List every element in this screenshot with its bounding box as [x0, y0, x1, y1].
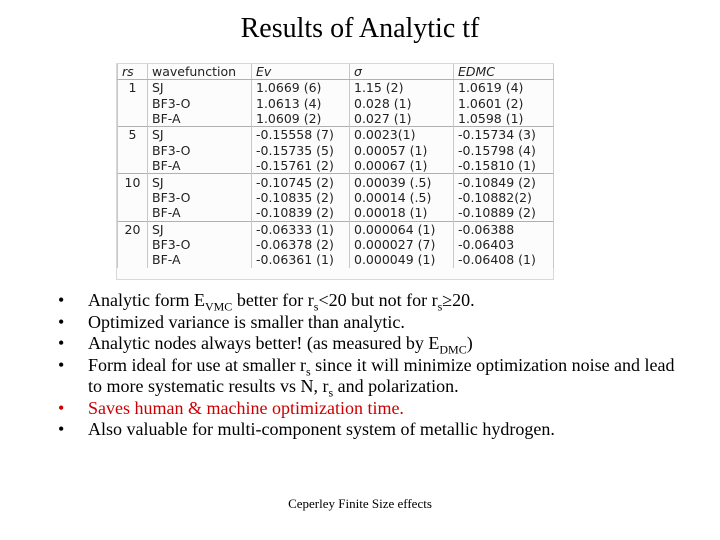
bullet-dot-icon: • [58, 419, 65, 439]
table-cell: -0.10839 (2) [252, 205, 350, 221]
bullet-item [58, 290, 678, 312]
subscript-text: s [437, 299, 443, 314]
table-cell: BF-A [148, 252, 252, 267]
table-row [118, 80, 554, 96]
table-cell: -0.15798 (4) [454, 143, 554, 158]
table-cell: -0.06388 [454, 221, 554, 237]
table-row [118, 205, 554, 221]
table-cell: -0.10745 (2) [252, 174, 350, 190]
header-wavefunction: wavefunction [148, 64, 252, 80]
table-row [118, 127, 554, 143]
bullet-text: Also valuable for multi-component system of metallic hydrogen. [88, 419, 555, 439]
bullet-dot-icon: • [58, 290, 65, 310]
table-cell: 0.000049 (1) [350, 252, 454, 267]
bullet-text: Optimized variance is smaller than analytic. [88, 311, 405, 332]
table-cell: BF3-O [148, 237, 252, 252]
rs-cell [118, 111, 148, 127]
bullet-text: ≥20. [442, 290, 475, 310]
table-row [118, 190, 554, 205]
table-cell: -0.10889 (2) [454, 205, 554, 221]
bullet-text: better for r [232, 290, 314, 310]
subscript-text: s [328, 385, 334, 400]
bullet-dot-icon: • [58, 311, 65, 332]
table-cell: 0.00014 (.5) [350, 190, 454, 205]
subscript-text: VMC [204, 299, 233, 314]
rs-cell [118, 252, 148, 267]
bullet-text: since it will minimize optimization noise and lead to more systematic results vs N, r [88, 354, 675, 396]
header-edmc: EDMC [454, 64, 554, 80]
table-cell: SJ [148, 221, 252, 237]
table-cell: BF-A [148, 111, 252, 127]
table-cell: -0.15761 (2) [252, 158, 350, 174]
bullet-text: Form ideal for use at smaller r [88, 354, 306, 375]
table-cell: -0.15558 (7) [252, 127, 350, 143]
bullet-item [58, 398, 678, 420]
bullet-text: Analytic nodes always better! (as measured by E [88, 333, 440, 353]
table-header-row [118, 64, 554, 80]
table-cell: 1.15 (2) [350, 80, 454, 96]
table-cell: -0.10835 (2) [252, 190, 350, 205]
rs-cell [118, 205, 148, 221]
table-cell: 0.027 (1) [350, 111, 454, 127]
table-cell: 0.0023(1) [350, 127, 454, 143]
rs-cell [118, 143, 148, 158]
bullet-dot-icon: • [58, 397, 65, 418]
table-cell: 0.028 (1) [350, 95, 454, 110]
rs-cell [118, 95, 148, 110]
table-cell: -0.15810 (1) [454, 158, 554, 174]
table-cell: SJ [148, 80, 252, 96]
results-table [117, 64, 554, 268]
table-body [118, 80, 554, 268]
rs-cell [118, 237, 148, 252]
bullet-text: Saves human & machine optimization time. [88, 397, 404, 418]
table-row [118, 252, 554, 267]
table-cell: BF-A [148, 158, 252, 174]
table-cell: -0.10849 (2) [454, 174, 554, 190]
table-cell: -0.06378 (2) [252, 237, 350, 252]
table-row [118, 221, 554, 237]
table-cell: -0.06361 (1) [252, 252, 350, 267]
rs-cell [118, 190, 148, 205]
table-row [118, 237, 554, 252]
table-cell: -0.06408 (1) [454, 252, 554, 267]
table-cell: 1.0609 (2) [252, 111, 350, 127]
bullet-item [58, 333, 678, 355]
table-cell: -0.06333 (1) [252, 221, 350, 237]
table-cell: BF3-O [148, 95, 252, 110]
table-cell: -0.06403 [454, 237, 554, 252]
results-table-image [116, 63, 554, 280]
bullet-item [58, 419, 678, 441]
table-cell: 0.00067 (1) [350, 158, 454, 174]
table-cell: 1.0669 (6) [252, 80, 350, 96]
bullet-dot-icon: • [58, 354, 65, 375]
table-cell: 1.0598 (1) [454, 111, 554, 127]
table-cell: 0.000027 (7) [350, 237, 454, 252]
footer-text: Ceperley Finite Size effects [288, 496, 432, 511]
table-cell: BF3-O [148, 143, 252, 158]
bullet-list [58, 290, 678, 441]
table-cell: 0.00018 (1) [350, 205, 454, 221]
bullet-text: <20 but not for r [318, 290, 438, 310]
bullet-dot-icon: • [58, 333, 65, 353]
header-ev: Ev [252, 64, 350, 80]
bullet-item [58, 312, 678, 334]
header-rs: rs [118, 64, 148, 80]
bullet-item [58, 355, 678, 398]
subscript-text: s [313, 299, 319, 314]
rs-cell [118, 158, 148, 174]
table-cell: -0.15735 (5) [252, 143, 350, 158]
rs-cell: 20 [118, 221, 148, 237]
rs-cell: 1 [118, 80, 148, 96]
bullet-text: Analytic form E [88, 290, 205, 310]
header-sigma: σ [350, 64, 454, 80]
slide-title: Results of Analytic tf [240, 13, 480, 44]
rs-cell: 10 [118, 174, 148, 190]
table-cell: BF-A [148, 205, 252, 221]
table-cell: SJ [148, 127, 252, 143]
table-row [118, 143, 554, 158]
bullet-text: ) [466, 333, 473, 353]
table-cell: 0.00057 (1) [350, 143, 454, 158]
table-cell: 1.0619 (4) [454, 80, 554, 96]
table-row [118, 95, 554, 110]
table-row [118, 111, 554, 127]
table-cell: -0.15734 (3) [454, 127, 554, 143]
subscript-text: s [305, 364, 311, 379]
table-cell: SJ [148, 174, 252, 190]
rs-cell: 5 [118, 127, 148, 143]
table-cell: BF3-O [148, 190, 252, 205]
table-row [118, 174, 554, 190]
bullet-text: and polarization. [333, 376, 459, 396]
table-cell: 1.0613 (4) [252, 95, 350, 110]
table-cell: 0.00039 (.5) [350, 174, 454, 190]
table-cell: -0.10882(2) [454, 190, 554, 205]
table-cell: 0.000064 (1) [350, 221, 454, 237]
table-row [118, 158, 554, 174]
table-cell: 1.0601 (2) [454, 95, 554, 110]
subscript-text: DMC [439, 342, 467, 357]
